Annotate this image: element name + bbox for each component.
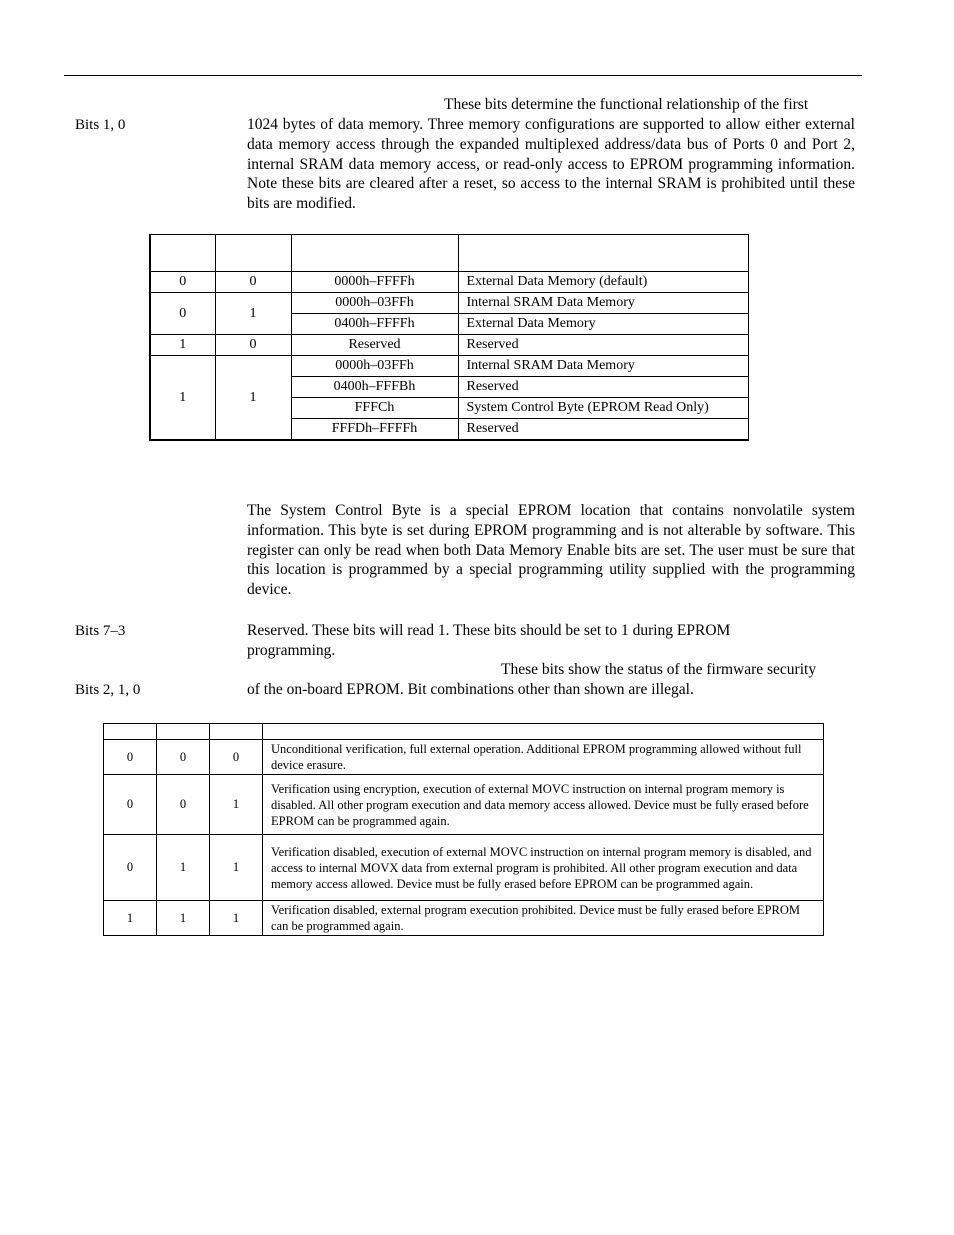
bit-1-cell: 0 — [150, 293, 215, 335]
security-description-cell: Verification disabled, external program execution prohibited. Device must be fully erased before EPROM can be programmed again. — [263, 901, 824, 936]
address-range-cell: Reserved — [291, 335, 458, 356]
memory-type-cell: External Data Memory (default) — [458, 272, 749, 293]
header-rule — [64, 75, 862, 76]
table-row — [104, 835, 824, 901]
bit-1-cell: 1 — [150, 356, 215, 441]
bit-1-cell: 1 — [150, 335, 215, 356]
bits-2-1-0-label: Bits 2, 1, 0 — [75, 682, 141, 698]
header-cell — [215, 235, 291, 272]
table-row — [104, 901, 824, 936]
memory-type-cell: Reserved — [458, 419, 749, 441]
security-description-cell: Verification using encryption, execution of external MOVC instruction on internal program memory is disabled. All other program execution and data memory access allowed. Device must be fully erased before EPROM can be programmed again. — [263, 775, 824, 835]
bit-0-cell: 1 — [215, 293, 291, 335]
bit-2-cell: 1 — [104, 901, 157, 936]
bit-1-cell: 1 — [157, 835, 210, 901]
bit-0-cell: 1 — [210, 775, 263, 835]
bit-1-cell: 1 — [157, 901, 210, 936]
bit-2-cell: 0 — [104, 835, 157, 901]
security-description-cell: Unconditional verification, full external operation. Additional EPROM programming allowed without full device erasure. — [263, 740, 824, 775]
table-row — [150, 293, 749, 314]
system-control-byte-description: The System Control Byte is a special EPROM location that contains nonvolatile system information. This byte is set during EPROM programming and is not alterable by software. This register can only be read when both Data Memory Enable bits are set. The user must be sure that this location is programmed by a special programming utility supplied with the programming device. — [247, 502, 855, 599]
bits-1-0-lead-text: These bits determine the functional relationship of the first — [444, 96, 809, 113]
address-range-cell: 0400h–FFFBh — [291, 377, 458, 398]
address-range-cell: FFFCh — [291, 398, 458, 419]
memory-type-cell: External Data Memory — [458, 314, 749, 335]
table-row — [150, 356, 749, 377]
address-range-cell: FFFDh–FFFFh — [291, 419, 458, 441]
memory-type-cell: Internal SRAM Data Memory — [458, 356, 749, 377]
address-range-cell: 0000h–03FFh — [291, 293, 458, 314]
address-range-cell: 0000h–FFFFh — [291, 272, 458, 293]
bits-7-3-label: Bits 7–3 — [75, 623, 126, 639]
header-cell — [157, 724, 210, 740]
bit-0-cell: 0 — [215, 272, 291, 293]
header-cell — [150, 235, 215, 272]
bit-1-cell: 0 — [150, 272, 215, 293]
bits-2-1-0-description: of the on-board EPROM. Bit combinations other than shown are illegal. — [247, 681, 694, 698]
bit-2-cell: 0 — [104, 740, 157, 775]
address-range-cell: 0400h–FFFFh — [291, 314, 458, 335]
table-header-row — [104, 724, 824, 740]
bit-1-cell: 0 — [157, 775, 210, 835]
bit-0-cell: 0 — [210, 740, 263, 775]
bit-0-cell: 1 — [215, 356, 291, 441]
table-row — [150, 272, 749, 293]
bit-0-cell: 1 — [210, 835, 263, 901]
table-header-row — [150, 235, 749, 272]
header-cell — [291, 235, 458, 272]
bit-2-cell: 0 — [104, 775, 157, 835]
memory-type-cell: Reserved — [458, 335, 749, 356]
bits-1-0-description: 1024 bytes of data memory. Three memory configurations are supported to allow either external data memory access through the expanded multiplexed address/data bus of Ports 0 and Port 2, internal SRAM data memory access, or read-only access to EPROM programming information. Note these bits are cleared after a reset, so access to the internal SRAM is prohibited until these bits are modified. — [247, 116, 855, 213]
bits-2-1-0-lead-text: These bits show the status of the firmware security — [501, 661, 817, 678]
table-row — [150, 335, 749, 356]
bit-0-cell: 0 — [215, 335, 291, 356]
memory-type-cell: Internal SRAM Data Memory — [458, 293, 749, 314]
header-cell — [458, 235, 749, 272]
header-cell — [263, 724, 824, 740]
bit-0-cell: 1 — [210, 901, 263, 936]
bit-1-cell: 0 — [157, 740, 210, 775]
bits-7-3-description: Reserved. These bits will read 1. These bits should be set to 1 during EPROM programming. — [247, 622, 731, 659]
table-row — [104, 775, 824, 835]
memory-type-cell: Reserved — [458, 377, 749, 398]
header-cell — [104, 724, 157, 740]
table-row — [104, 740, 824, 775]
address-range-cell: 0000h–03FFh — [291, 356, 458, 377]
bits-1-0-label: Bits 1, 0 — [75, 117, 126, 133]
security-bits-table — [103, 723, 824, 936]
header-cell — [210, 724, 263, 740]
security-description-cell: Verification disabled, execution of external MOVC instruction on internal program memory is disabled, and access to internal MOVX data from external program is prohibited. All other program execution and data memory access allowed. Device must be fully erased before EPROM can be programmed again. — [263, 835, 824, 901]
memory-config-table — [149, 234, 749, 441]
memory-type-cell: System Control Byte (EPROM Read Only) — [458, 398, 749, 419]
